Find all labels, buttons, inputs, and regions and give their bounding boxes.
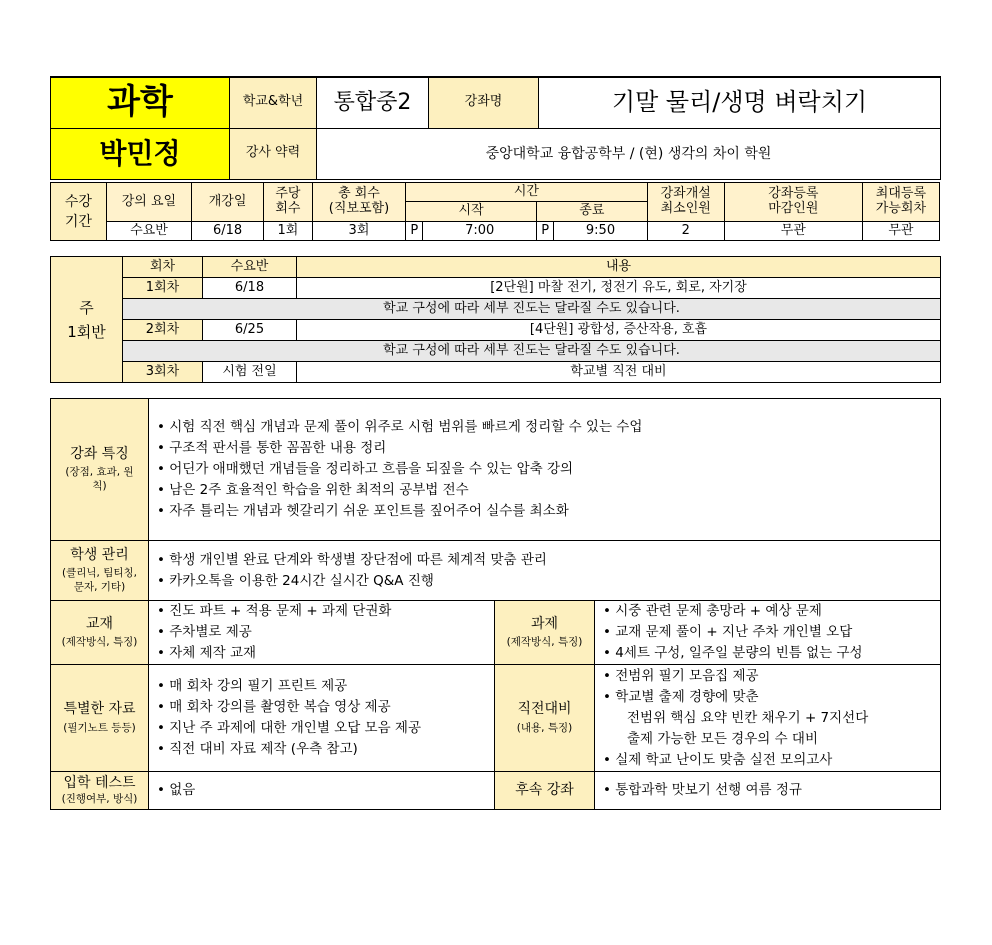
career-label: 강사 약력 bbox=[230, 128, 317, 179]
col-class: 수요반 bbox=[203, 257, 297, 278]
session-date: 6/18 bbox=[203, 278, 297, 299]
list-item: • 매 회차 강의를 촬영한 복습 영상 제공 bbox=[157, 697, 494, 718]
homework-content bbox=[595, 601, 941, 665]
list-item: • 구조적 판서를 통한 꼼꼼한 내용 정리 bbox=[157, 438, 940, 459]
list-item: 전범위 핵심 요약 빈칸 채우기 + 7지선다 bbox=[627, 709, 869, 726]
header-start-date: 개강일 bbox=[192, 183, 264, 222]
list-item: • 주차별로 제공 bbox=[157, 622, 494, 643]
list-item: • 시중 관련 문제 총망라 + 예상 문제 bbox=[603, 601, 940, 622]
homework-label: 과제 (제작방식, 특징) bbox=[495, 601, 595, 665]
session-content: [2단원] 마찰 전기, 정전기 유도, 회로, 자기장 bbox=[297, 278, 941, 299]
value-end-ampm: P bbox=[537, 222, 554, 241]
schedule-side-label: 주 1회반 bbox=[51, 257, 123, 383]
entrance-label: 입학 테스트 (진행여부, 방식) bbox=[51, 772, 149, 810]
header-min: 강좌개설 최소인원 bbox=[647, 183, 724, 222]
header-close: 강좌등록 마감인원 bbox=[724, 183, 862, 222]
list-item: • 학생 개인별 완료 단계와 학생별 장단점에 따른 체계적 맞춤 관리 bbox=[157, 550, 940, 571]
list-item: • 4세트 구성, 일주일 분량의 빈틈 없는 구성 bbox=[603, 643, 940, 664]
list-item: • 학교별 출제 경향에 맞춘 bbox=[603, 687, 940, 708]
final-prep-content bbox=[595, 665, 941, 772]
session-content: 학교별 직전 대비 bbox=[297, 362, 941, 383]
list-item: • 실제 학교 난이도 맞춤 실전 모의고사 bbox=[603, 750, 940, 771]
followup-label: 후속 강좌 bbox=[495, 772, 595, 810]
list-item: • 남은 2주 효율적인 학습을 위한 최적의 공부법 전수 bbox=[157, 480, 940, 501]
header-table bbox=[50, 76, 941, 180]
school-grade-value: 통합중2 bbox=[317, 77, 429, 128]
col-content: 내용 bbox=[297, 257, 941, 278]
value-close: 무관 bbox=[724, 222, 862, 241]
list-item: • 직전 대비 자료 제작 (우측 참고) bbox=[157, 739, 494, 760]
followup-content bbox=[595, 772, 941, 810]
schedule-table bbox=[50, 256, 941, 383]
header-total: 총 회수 (직보포함) bbox=[312, 183, 405, 222]
value-min: 2 bbox=[647, 222, 724, 241]
col-session: 회차 bbox=[123, 257, 203, 278]
special-content bbox=[149, 665, 495, 772]
special-label: 특별한 자료 (필기노트 등등) bbox=[51, 665, 149, 772]
header-max: 최대등록 가능회차 bbox=[862, 183, 939, 222]
career-value: 중앙대학교 융합공학부 / (현) 생각의 차이 학원 bbox=[317, 128, 941, 179]
list-item: • 카카오톡을 이용한 24시간 실시간 Q&A 진행 bbox=[157, 571, 940, 592]
value-max: 무관 bbox=[862, 222, 939, 241]
session-label: 1회차 bbox=[123, 278, 203, 299]
header-day: 강의 요일 bbox=[106, 183, 191, 222]
details-table bbox=[50, 398, 941, 810]
value-weekly: 1회 bbox=[264, 222, 313, 241]
course-name-value: 기말 물리/생명 벼락치기 bbox=[539, 77, 941, 128]
value-start-time: 7:00 bbox=[423, 222, 537, 241]
session-label: 3회차 bbox=[123, 362, 203, 383]
entrance-content bbox=[149, 772, 495, 810]
list-item: • 매 회차 강의 필기 프린트 제공 bbox=[157, 676, 494, 697]
list-item: • 진도 파트 + 적용 문제 + 과제 단권화 bbox=[157, 601, 494, 622]
textbook-label: 교재 (제작방식, 특징) bbox=[51, 601, 149, 665]
period-table bbox=[50, 182, 940, 241]
value-start-date: 6/18 bbox=[192, 222, 264, 241]
session-date: 시험 전일 bbox=[203, 362, 297, 383]
session-note: 학교 구성에 따라 세부 진도는 달라질 수도 있습니다. bbox=[123, 341, 941, 362]
value-total: 3회 bbox=[312, 222, 405, 241]
school-grade-label: 학교&학년 bbox=[230, 77, 317, 128]
session-note: 학교 구성에 따라 세부 진도는 달라질 수도 있습니다. bbox=[123, 299, 941, 320]
subject-title: 과학 bbox=[51, 77, 230, 128]
course-name-label: 강좌명 bbox=[429, 77, 539, 128]
list-item: • 교재 문제 풀이 + 지난 주차 개인별 오답 bbox=[603, 622, 940, 643]
teacher-name: 박민정 bbox=[51, 128, 230, 179]
session-date: 6/25 bbox=[203, 320, 297, 341]
list-item: • 지난 주 과제에 대한 개인별 오답 모음 제공 bbox=[157, 718, 494, 739]
header-time: 시간 bbox=[406, 183, 648, 202]
value-start-ampm: P bbox=[406, 222, 423, 241]
list-item: • 자체 제작 교재 bbox=[157, 643, 494, 664]
header-time-end: 종료 bbox=[537, 202, 648, 222]
textbook-content bbox=[149, 601, 495, 665]
list-item: • 어딘가 애매했던 개념들을 정리하고 흐름을 되짚을 수 있는 압축 강의 bbox=[157, 459, 940, 480]
session-content: [4단원] 광합성, 증산작용, 호흡 bbox=[297, 320, 941, 341]
period-label: 수강 기간 bbox=[51, 183, 107, 241]
session-label: 2회차 bbox=[123, 320, 203, 341]
final-prep-label: 직전대비 (내용, 특징) bbox=[495, 665, 595, 772]
list-item: • 자주 틀리는 개념과 헷갈리기 쉬운 포인트를 짚어주어 실수를 최소화 bbox=[157, 501, 940, 522]
list-item: • 전범위 필기 모음집 제공 bbox=[603, 666, 940, 687]
list-item: • 통합과학 맛보기 선행 여름 정규 bbox=[603, 780, 940, 801]
features-label: 강좌 특징 (장점, 효과, 원칙) bbox=[51, 399, 149, 541]
header-time-start: 시작 bbox=[406, 202, 537, 222]
management-label: 학생 관리 (클리닉, 팀티칭, 문자, 기타) bbox=[51, 541, 149, 601]
features-content bbox=[149, 399, 941, 541]
list-item: • 없음 bbox=[157, 780, 494, 801]
value-day: 수요반 bbox=[106, 222, 191, 241]
list-item: 출제 가능한 모든 경우의 수 대비 bbox=[627, 730, 818, 747]
value-end-time: 9:50 bbox=[554, 222, 647, 241]
management-content bbox=[149, 541, 941, 601]
header-weekly: 주당 회수 bbox=[264, 183, 313, 222]
list-item: • 시험 직전 핵심 개념과 문제 풀이 위주로 시험 범위를 빠르게 정리할 수 있는 수업 bbox=[157, 417, 940, 438]
